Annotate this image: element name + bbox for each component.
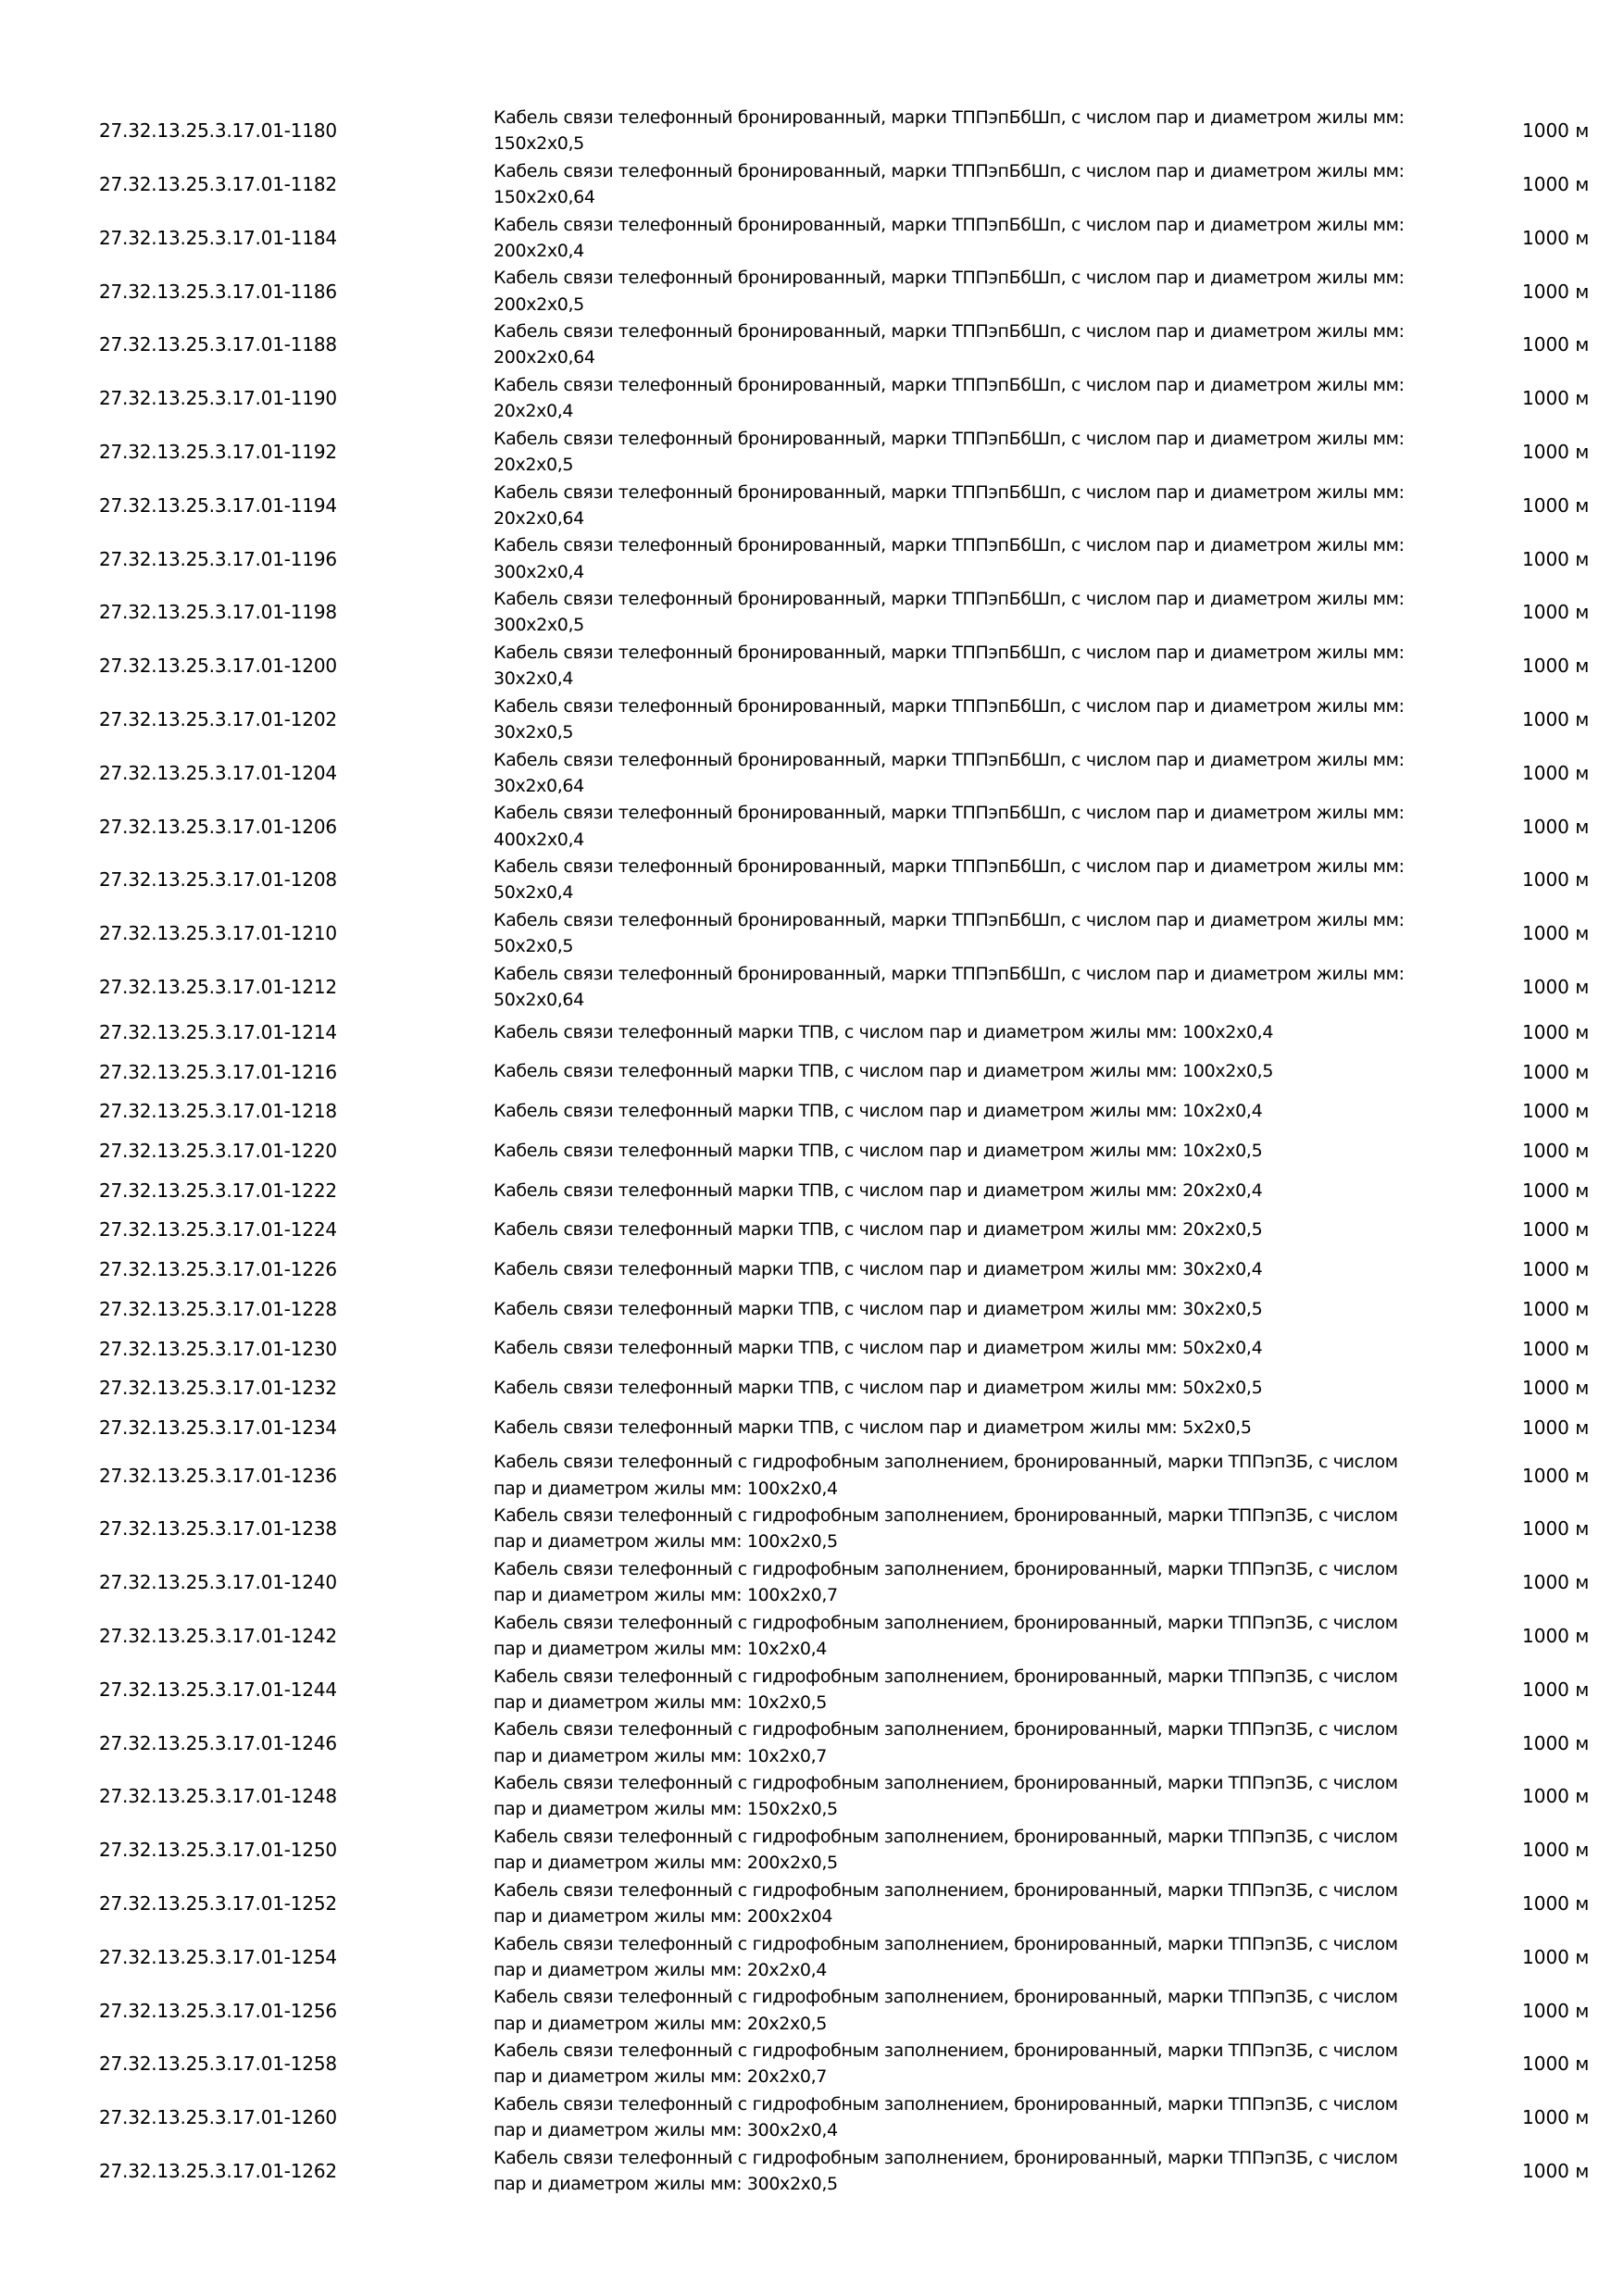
row-code: 27.32.13.25.3.17.01-1194 [99,493,337,517]
table-row [0,1054,1624,1093]
row-description-line: 150х2х0,64 [493,187,595,208]
row-description-line: пар и диаметром жилы мм: 20х2х0,5 [493,2013,828,2034]
table-row [0,693,1624,747]
row-description-line: Кабель связи телефонный бронированный, марки ТППэпБбШп, с числом пар и диаметром жилы мм: [493,214,1405,235]
row-description-line: 20х2х0,5 [493,455,574,476]
row-code: 27.32.13.25.3.17.01-1222 [99,1179,337,1202]
row-unit: 1000 м [1522,1140,1590,1163]
row-description-line: Кабель связи телефонный с гидрофобным заполнением, бронированный, марки ТППэпЗБ, с числом [493,2040,1398,2062]
row-description [493,532,1475,585]
row-code: 27.32.13.25.3.17.01-1246 [99,1731,337,1754]
row-unit: 1000 м [1522,387,1590,410]
row-description-line: Кабель связи телефонный с гидрофобным заполнением, бронированный, марки ТППэпЗБ, с числом [493,1826,1398,1847]
row-description-line: Кабель связи телефонный с гидрофобным заполнением, бронированный, марки ТППэпЗБ, с числом [493,1558,1398,1579]
table-row [0,1664,1624,1717]
row-description [493,105,1475,157]
row-unit: 1000 м [1522,1517,1590,1541]
table-row [0,1716,1624,1770]
table-row [0,1770,1624,1824]
row-description-line: Кабель связи телефонный бронированный, марки ТППэпБбШп, с числом пар и диаметром жилы мм: [493,428,1405,449]
row-description-line: Кабель связи телефонный бронированный, марки ТППэпБбШп, с числом пар и диаметром жилы мм: [493,643,1405,663]
table-row [0,1878,1624,1931]
row-description [493,426,1475,479]
row-code: 27.32.13.25.3.17.01-1210 [99,922,337,945]
row-code: 27.32.13.25.3.17.01-1262 [99,2159,337,2182]
row-unit: 1000 м [1522,1100,1590,1123]
table-row [0,2038,1624,2091]
row-description-line: пар и диаметром жилы мм: 10х2х0,5 [493,1691,828,1713]
row-description [493,693,1475,746]
row-description [493,1824,1475,1877]
row-code: 27.32.13.25.3.17.01-1188 [99,333,337,356]
row-description-line: Кабель связи телефонный бронированный, марки ТППэпБбШп, с числом пар и диаметром жилы мм: [493,589,1405,610]
row-description [493,800,1475,853]
row-description-line: Кабель связи телефонный с гидрофобным заполнением, бронированный, марки ТППэпЗБ, с числом [493,2093,1398,2115]
row-description-line: 50х2х0,5 [493,936,574,957]
row-unit: 1000 м [1522,1377,1590,1400]
row-description [493,1098,1475,1124]
row-unit: 1000 м [1522,1464,1590,1487]
row-code: 27.32.13.25.3.17.01-1238 [99,1517,337,1541]
table-row [0,1984,1624,2038]
row-unit: 1000 м [1522,1060,1590,1083]
row-code: 27.32.13.25.3.17.01-1256 [99,1999,337,2022]
row-unit: 1000 м [1522,2053,1590,2076]
row-code: 27.32.13.25.3.17.01-1242 [99,1624,337,1647]
row-unit: 1000 м [1522,280,1590,303]
table-row [0,1410,1624,1450]
row-code: 27.32.13.25.3.17.01-1200 [99,655,337,678]
row-description-line: Кабель связи телефонный с гидрофобным заполнением, бронированный, марки ТППэпЗБ, с числом [493,1987,1398,2008]
table-row [0,640,1624,693]
row-description-line: Кабель связи телефонный марки ТПВ, с числом пар и диаметром жилы мм: 30х2х0,5 [493,1298,1263,1319]
row-description-line: пар и диаметром жилы мм: 100х2х0,5 [493,1531,838,1553]
row-unit: 1000 м [1522,1999,1590,2022]
row-code: 27.32.13.25.3.17.01-1196 [99,547,337,570]
table-row [0,1292,1624,1331]
table-row [0,1824,1624,1878]
row-description-line: пар и диаметром жилы мм: 20х2х0,7 [493,2066,828,2088]
table-row [0,1610,1624,1664]
table-row [0,532,1624,586]
row-description-line: Кабель связи телефонный с гидрофобным заполнением, бронированный, марки ТППэпЗБ, с числом [493,1505,1398,1527]
row-description [493,480,1475,532]
row-description [493,212,1475,265]
table-row [0,747,1624,801]
row-description-line: Кабель связи телефонный марки ТПВ, с числом пар и диаметром жилы мм: 30х2х0,4 [493,1258,1263,1279]
row-description-line: Кабель связи телефонный бронированный, марки ТППэпБбШп, с числом пар и диаметром жилы мм: [493,535,1405,556]
table-row [0,854,1624,907]
row-description [493,1178,1475,1204]
row-code: 27.32.13.25.3.17.01-1206 [99,815,337,838]
table-row [0,105,1624,158]
row-description-line: Кабель связи телефонный бронированный, марки ТППэпБбШп, с числом пар и диаметром жилы мм: [493,856,1405,878]
row-code: 27.32.13.25.3.17.01-1226 [99,1258,337,1281]
row-description-line: пар и диаметром жилы мм: 10х2х0,4 [493,1638,828,1659]
row-code: 27.32.13.25.3.17.01-1212 [99,976,337,999]
row-description-line: 30х2х0,64 [493,775,584,796]
row-code: 27.32.13.25.3.17.01-1190 [99,387,337,410]
row-description-line: 20х2х0,4 [493,401,574,422]
row-description-line: Кабель связи телефонный бронированный, марки ТППэпБбШп, с числом пар и диаметром жилы мм: [493,160,1405,181]
row-description-line: 400х2х0,4 [493,829,584,850]
row-description-line: Кабель связи телефонный бронированный, марки ТППэпБбШп, с числом пар и диаметром жилы мм: [493,268,1405,289]
row-description [493,1256,1475,1282]
row-description [493,1878,1475,1930]
row-unit: 1000 м [1522,1179,1590,1202]
row-description-line: Кабель связи телефонный бронированный, марки ТППэпБбШп, с числом пар и диаметром жилы мм: [493,375,1405,395]
row-description-line: Кабель связи телефонный с гидрофобным заполнением, бронированный, марки ТППэпЗБ, с числом [493,1666,1398,1687]
row-description-line: Кабель связи телефонный с гидрофобным заполнением, бронированный, марки ТППэпЗБ, с числом [493,1879,1398,1901]
row-code: 27.32.13.25.3.17.01-1220 [99,1140,337,1163]
row-code: 27.32.13.25.3.17.01-1236 [99,1464,337,1487]
row-description-line: Кабель связи телефонный с гидрофобным заполнением, бронированный, марки ТППэпЗБ, с числом [493,1773,1398,1794]
row-description-line: Кабель связи телефонный марки ТПВ, с числом пар и диаметром жилы мм: 50х2х0,4 [493,1338,1263,1359]
row-unit: 1000 м [1522,1218,1590,1242]
row-description [493,1556,1475,1609]
row-description [493,640,1475,693]
table-row [0,2091,1624,2145]
row-unit: 1000 м [1522,333,1590,356]
row-description-line: 300х2х0,5 [493,615,584,636]
row-description-line: Кабель связи телефонный бронированный, марки ТППэпБбШп, с числом пар и диаметром жилы мм: [493,481,1405,503]
row-description-line: 150х2х0,5 [493,133,584,155]
table-row [0,907,1624,961]
row-description-line: пар и диаметром жилы мм: 20х2х0,4 [493,1959,828,1980]
row-description-line: Кабель связи телефонный с гидрофобным заполнением, бронированный, марки ТППэпЗБ, с числом [493,2147,1398,2168]
table-row [0,212,1624,266]
row-code: 27.32.13.25.3.17.01-1258 [99,2053,337,2076]
row-code: 27.32.13.25.3.17.01-1250 [99,1839,337,1862]
row-description-line: 50х2х0,4 [493,882,574,904]
table-row [0,372,1624,426]
row-unit: 1000 м [1522,1337,1590,1360]
table-row [0,1370,1624,1410]
row-unit: 1000 м [1522,547,1590,570]
row-description [493,372,1475,425]
row-description-line: Кабель связи телефонный марки ТПВ, с числом пар и диаметром жилы мм: 10х2х0,5 [493,1140,1263,1161]
row-description [493,1984,1475,2037]
row-description-line: пар и диаметром жилы мм: 200х2х04 [493,1905,833,1927]
table-row [0,800,1624,854]
row-description [493,2091,1475,2144]
row-code: 27.32.13.25.3.17.01-1216 [99,1060,337,1083]
table-row [0,586,1624,640]
row-code: 27.32.13.25.3.17.01-1192 [99,441,337,464]
row-unit: 1000 м [1522,1839,1590,1862]
table-row [0,1093,1624,1133]
row-unit: 1000 м [1522,173,1590,196]
table-row [0,2145,1624,2199]
row-description-line: Кабель связи телефонный марки ТПВ, с числом пар и диаметром жилы мм: 100х2х0,4 [493,1021,1274,1042]
row-description [493,1019,1475,1045]
table-row [0,1449,1624,1503]
row-unit: 1000 м [1522,761,1590,784]
row-unit: 1000 м [1522,1571,1590,1594]
row-description-line: Кабель связи телефонный бронированный, марки ТППэпБбШп, с числом пар и диаметром жилы мм: [493,910,1405,930]
row-code: 27.32.13.25.3.17.01-1208 [99,868,337,892]
row-unit: 1000 м [1522,976,1590,999]
row-code: 27.32.13.25.3.17.01-1244 [99,1678,337,1701]
table-row [0,1133,1624,1173]
row-code: 27.32.13.25.3.17.01-1248 [99,1785,337,1808]
row-unit: 1000 м [1522,1020,1590,1043]
row-description [493,2145,1475,2198]
row-description-line: Кабель связи телефонный бронированный, марки ТППэпБбШп, с числом пар и диаметром жилы мм: [493,107,1405,128]
row-code: 27.32.13.25.3.17.01-1254 [99,1945,337,1968]
row-description [493,1770,1475,1823]
row-description-line: Кабель связи телефонный с гидрофобным заполнением, бронированный, марки ТППэпЗБ, с числом [493,1612,1398,1633]
row-unit: 1000 м [1522,868,1590,892]
row-unit: 1000 м [1522,226,1590,249]
row-description-line: пар и диаметром жилы мм: 150х2х0,5 [493,1799,838,1820]
row-code: 27.32.13.25.3.17.01-1252 [99,1891,337,1915]
row-description [493,1138,1475,1164]
row-description [493,1664,1475,1716]
row-code: 27.32.13.25.3.17.01-1202 [99,708,337,731]
row-description [493,1217,1475,1242]
table-row [0,318,1624,372]
table-row [0,1330,1624,1370]
row-unit: 1000 м [1522,119,1590,143]
row-description-line: пар и диаметром жилы мм: 100х2х0,7 [493,1585,838,1606]
table-row [0,1015,1624,1054]
row-unit: 1000 м [1522,1731,1590,1754]
row-description [493,158,1475,211]
row-unit: 1000 м [1522,1678,1590,1701]
row-description [493,854,1475,906]
row-description-line: Кабель связи телефонный с гидрофобным заполнением, бронированный, марки ТППэпЗБ, с числом [493,1452,1398,1473]
row-description-line: 30х2х0,5 [493,722,574,743]
row-description-line: Кабель связи телефонный марки ТПВ, с числом пар и диаметром жилы мм: 50х2х0,5 [493,1378,1263,1399]
row-description-line: 200х2х0,5 [493,293,584,315]
row-unit: 1000 м [1522,1945,1590,1968]
row-description [493,586,1475,639]
row-code: 27.32.13.25.3.17.01-1240 [99,1571,337,1594]
row-description-line: Кабель связи телефонный марки ТПВ, с числом пар и диаметром жилы мм: 20х2х0,4 [493,1179,1263,1201]
row-unit: 1000 м [1522,2106,1590,2129]
row-unit: 1000 м [1522,1624,1590,1647]
row-description [493,1335,1475,1361]
row-description-line: Кабель связи телефонный бронированный, марки ТППэпБбШп, с числом пар и диаметром жилы мм: [493,749,1405,770]
row-unit: 1000 м [1522,1891,1590,1915]
row-description-line: 30х2х0,4 [493,668,574,690]
row-code: 27.32.13.25.3.17.01-1218 [99,1100,337,1123]
row-description-line: 20х2х0,64 [493,507,584,529]
row-unit: 1000 м [1522,601,1590,624]
row-description [493,1503,1475,1555]
row-unit: 1000 м [1522,708,1590,731]
row-description-line: пар и диаметром жилы мм: 100х2х0,4 [493,1478,838,1499]
row-code: 27.32.13.25.3.17.01-1184 [99,226,337,249]
row-description-line: пар и диаметром жилы мм: 10х2х0,7 [493,1745,828,1766]
table-row [0,480,1624,533]
row-description-line: 300х2х0,4 [493,561,584,582]
row-code: 27.32.13.25.3.17.01-1214 [99,1020,337,1043]
row-description [493,1610,1475,1663]
row-description [493,1415,1475,1441]
row-code: 27.32.13.25.3.17.01-1198 [99,601,337,624]
table-row [0,1931,1624,1985]
table-row [0,1503,1624,1556]
row-unit: 1000 м [1522,1416,1590,1439]
row-unit: 1000 м [1522,1297,1590,1320]
row-description-line: 200х2х0,4 [493,240,584,261]
row-unit: 1000 м [1522,655,1590,678]
row-unit: 1000 м [1522,815,1590,838]
row-description-line: Кабель связи телефонный с гидрофобным заполнением, бронированный, марки ТППэпЗБ, с числом [493,1719,1398,1741]
row-code: 27.32.13.25.3.17.01-1234 [99,1416,337,1439]
row-description-line: пар и диаметром жилы мм: 300х2х0,5 [493,2173,838,2194]
row-code: 27.32.13.25.3.17.01-1186 [99,280,337,303]
row-description [493,1449,1475,1502]
row-description-line: Кабель связи телефонный марки ТПВ, с числом пар и диаметром жилы мм: 20х2х0,5 [493,1219,1263,1241]
table-row [0,1212,1624,1252]
row-unit: 1000 м [1522,1258,1590,1281]
row-code: 27.32.13.25.3.17.01-1260 [99,2106,337,2129]
table-row [0,158,1624,212]
table-row [0,426,1624,480]
row-code: 27.32.13.25.3.17.01-1204 [99,761,337,784]
row-description [493,747,1475,800]
row-description-line: Кабель связи телефонный бронированный, марки ТППэпБбШп, с числом пар и диаметром жилы мм: [493,695,1405,717]
row-description-line: Кабель связи телефонный бронированный, марки ТППэпБбШп, с числом пар и диаметром жилы мм: [493,963,1405,984]
row-description [493,907,1475,960]
table-row [0,1252,1624,1292]
row-unit: 1000 м [1522,922,1590,945]
row-description [493,1058,1475,1084]
table-row [0,265,1624,318]
row-description-line: Кабель связи телефонный бронированный, марки ТППэпБбШп, с числом пар и диаметром жилы мм: [493,803,1405,824]
row-code: 27.32.13.25.3.17.01-1232 [99,1377,337,1400]
row-description [493,1296,1475,1322]
row-description [493,1716,1475,1769]
row-description-line: Кабель связи телефонный с гидрофобным заполнением, бронированный, марки ТППэпЗБ, с числом [493,1933,1398,1954]
row-unit: 1000 м [1522,2159,1590,2182]
row-code: 27.32.13.25.3.17.01-1228 [99,1297,337,1320]
row-description [493,1931,1475,1984]
row-description [493,318,1475,371]
row-unit: 1000 м [1522,1785,1590,1808]
table-row [0,1556,1624,1610]
row-description-line: 50х2х0,64 [493,990,584,1011]
row-description [493,961,1475,1014]
row-description-line: Кабель связи телефонный бронированный, марки ТППэпБбШп, с числом пар и диаметром жилы мм: [493,321,1405,343]
row-description-line: пар и диаметром жилы мм: 200х2х0,5 [493,1853,838,1874]
row-description [493,2038,1475,2090]
row-code: 27.32.13.25.3.17.01-1230 [99,1337,337,1360]
row-code: 27.32.13.25.3.17.01-1224 [99,1218,337,1242]
row-unit: 1000 м [1522,441,1590,464]
row-description-line: пар и диаметром жилы мм: 300х2х0,4 [493,2120,838,2141]
row-description-line: Кабель связи телефонный марки ТПВ, с числом пар и диаметром жилы мм: 100х2х0,5 [493,1061,1274,1082]
row-description-line: 200х2х0,64 [493,347,595,368]
table-row [0,1172,1624,1212]
row-description [493,265,1475,318]
row-unit: 1000 м [1522,493,1590,517]
table-row [0,961,1624,1015]
row-description [493,1375,1475,1401]
row-code: 27.32.13.25.3.17.01-1180 [99,119,337,143]
row-description-line: Кабель связи телефонный марки ТПВ, с числом пар и диаметром жилы мм: 5х2х0,5 [493,1416,1252,1438]
row-description-line: Кабель связи телефонный марки ТПВ, с числом пар и диаметром жилы мм: 10х2х0,4 [493,1101,1263,1122]
row-code: 27.32.13.25.3.17.01-1182 [99,173,337,196]
